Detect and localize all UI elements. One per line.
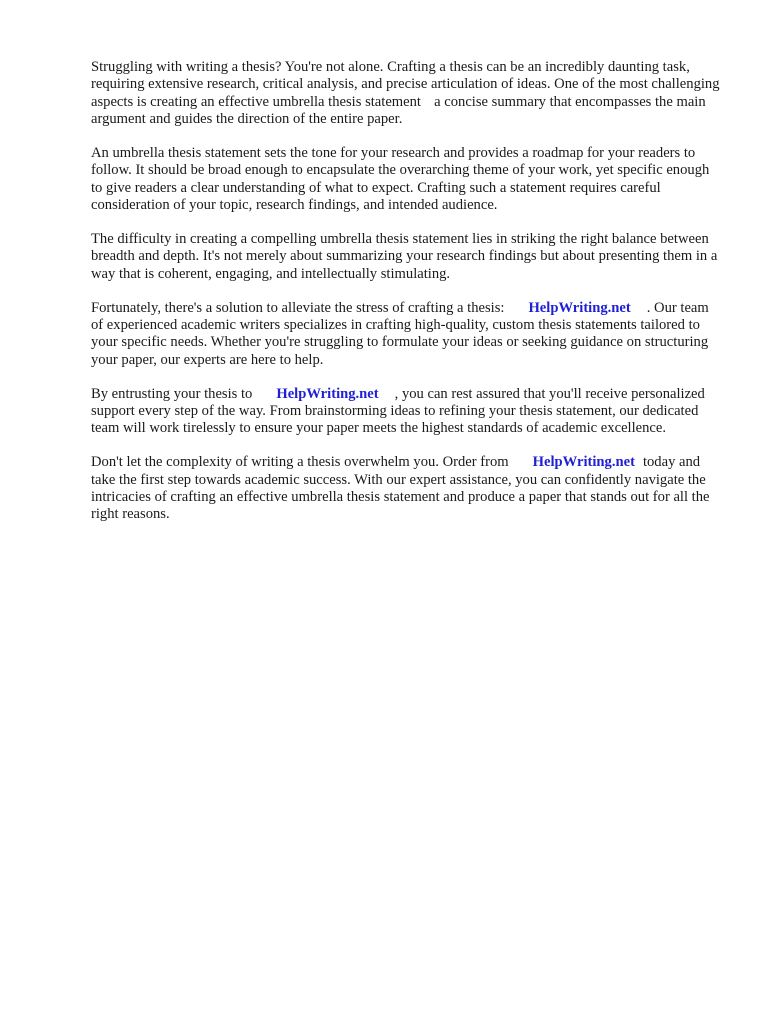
paragraph-difficulty [91,231,721,283]
paragraph-entrust-text-after: , you can rest assured that you'll receive personalized support every step of the way. From brainstorming ideas to refining your thesis statement, our dedicated team will work tirelessly to ensure your paper meets the highest standards of academic excellence. [91,385,705,437]
helpwriting-link-2[interactable]: HelpWriting.net [276,385,379,402]
helpwriting-link-3[interactable]: HelpWriting.net [532,454,635,471]
paragraph-solution [91,300,721,370]
paragraph-intro [91,59,721,129]
helpwriting-link-1[interactable]: HelpWriting.net [528,299,631,316]
paragraph-definition [91,145,721,215]
paragraph-difficulty-text: The difficulty in creating a compelling umbrella thesis statement lies in striking the right balance between breadth and depth. It's not merely about summarizing your research findings but about presenting them in a way that is coherent, engaging, and intellectually stimulating. [91,231,718,282]
paragraph-order-text-before: Don't let the complexity of writing a thesis overwhelm you. Order from [91,454,509,471]
paragraph-solution-text-before: Fortunately, there's a solution to alleviate the stress of crafting a thesis: [91,299,505,316]
paragraph-entrust-text-before: By entrusting your thesis to [91,385,253,402]
document-body [91,59,721,540]
paragraph-order [91,454,721,524]
paragraph-intro-text: Struggling with writing a thesis? You're not alone. Crafting a thesis can be an incredibly daunting task, requiring extensive research, critical analysis, and precise articulation of ideas. One of the most challenging aspects is creating an effective umbrella thesis statement a concise summary that encompasses the main argument and guides the direction of the entire paper. [91,59,720,128]
paragraph-solution-text-after: . Our team of experienced academic writers specializes in crafting high-quality, custom thesis statements tailored to your specific needs. Whether you're struggling to formulate your ideas or seeking guidance on structuring your paper, our experts are here to help. [91,299,709,368]
paragraph-definition-text: An umbrella thesis statement sets the tone for your research and provides a roadmap for your readers to follow. It should be broad enough to encapsulate the overarching theme of your work, yet specific enough to give readers a clear understanding of what to expect. Crafting such a statement requires careful consideration of your topic, research findings, and intended audience. [91,145,710,214]
paragraph-order-text-after: today and take the first step towards academic success. With our expert assistance, you can confidently navigate the intricacies of crafting an effective umbrella thesis statement and produce a paper that stands out for all the right reasons. [91,454,710,523]
paragraph-entrust [91,386,721,438]
